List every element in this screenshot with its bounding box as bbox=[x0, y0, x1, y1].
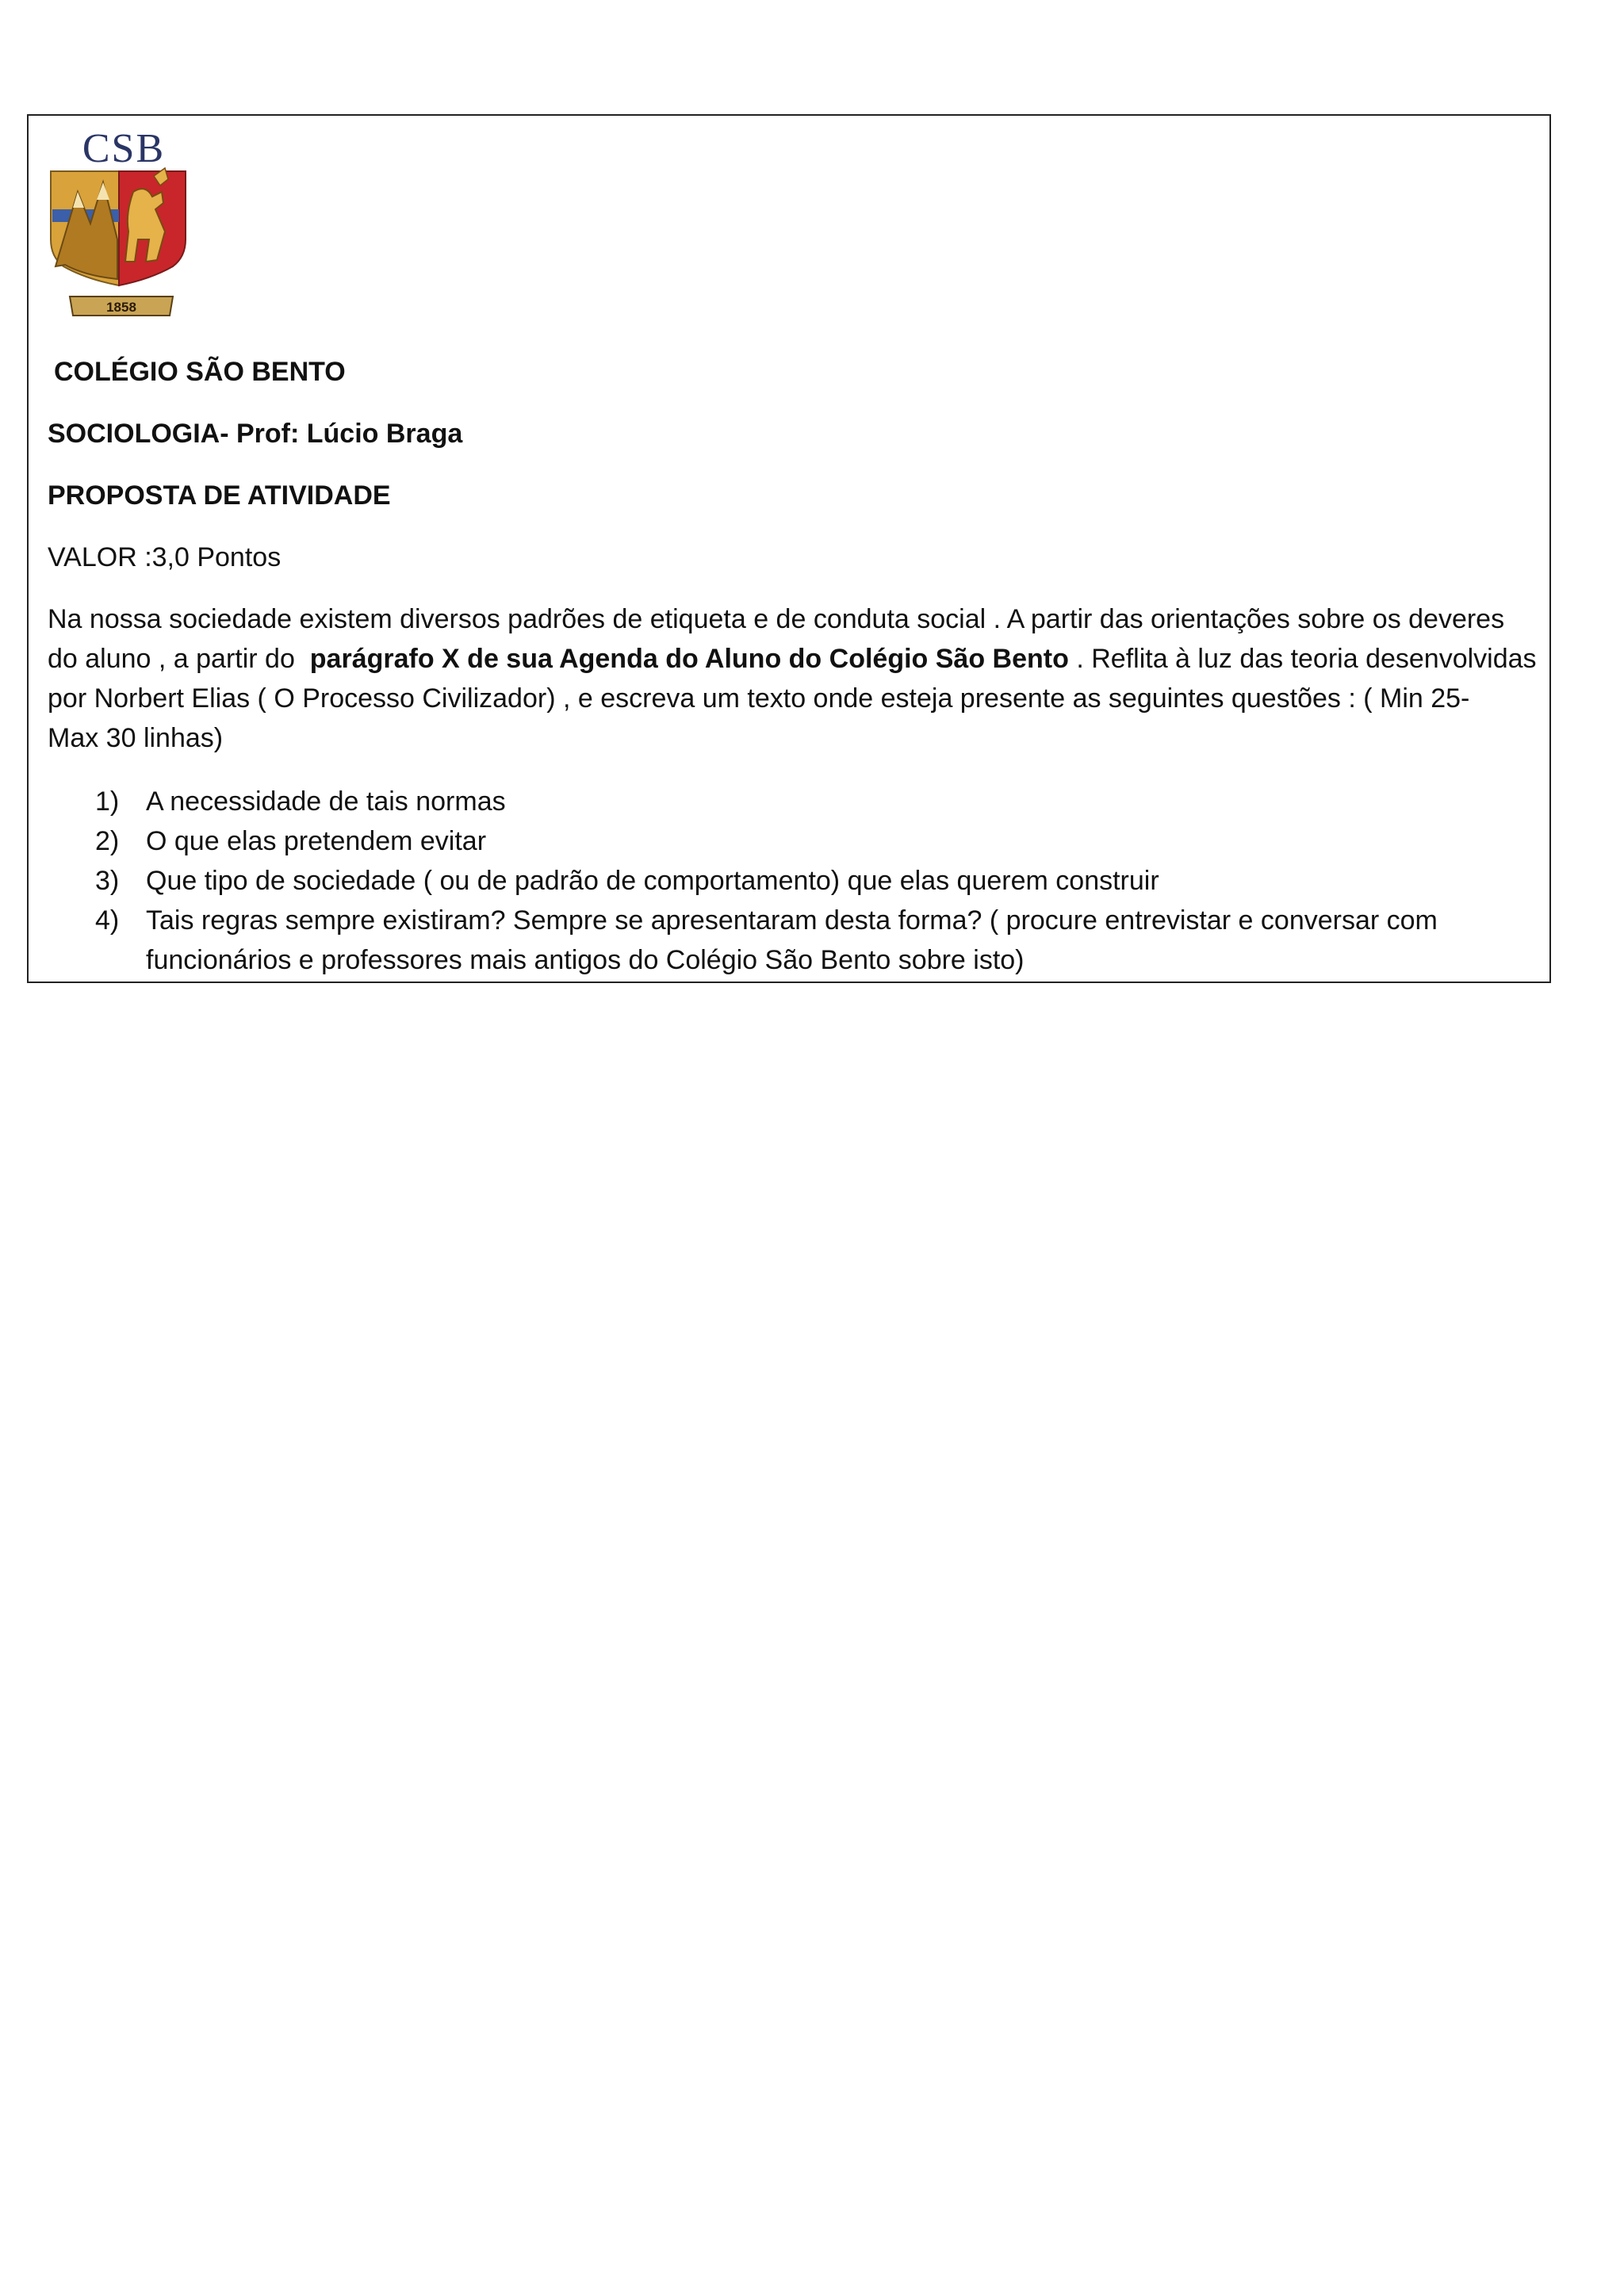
paragraph-line bbox=[48, 718, 1538, 758]
logo-text: CSB bbox=[82, 126, 166, 171]
bold-text: parágrafo X de sua Agenda do Aluno do Colégio São Bento bbox=[309, 644, 1069, 674]
school-logo bbox=[46, 121, 197, 327]
school-name: COLÉGIO SÃO BENTO bbox=[54, 357, 346, 387]
question-item bbox=[95, 782, 1522, 821]
paragraph-text: . Reflita à luz das teoria desenvolvidas bbox=[1068, 644, 1537, 674]
paragraph-line bbox=[48, 599, 1538, 639]
subject-line: SOCIOLOGIA- Prof: Lúcio Braga bbox=[48, 419, 463, 449]
paragraph-text: Max 30 linhas) bbox=[48, 723, 224, 753]
question-number: 2) bbox=[95, 826, 120, 856]
question-item bbox=[95, 861, 1522, 901]
paragraph-line bbox=[48, 639, 1538, 679]
question-text: Que tipo de sociedade ( ou de padrão de comportamento) que elas querem construir bbox=[146, 866, 1159, 896]
logo-year: 1858 bbox=[106, 300, 136, 315]
paragraph-line bbox=[48, 679, 1538, 718]
question-item bbox=[95, 901, 1522, 980]
paragraph-text: do aluno , a partir do bbox=[48, 644, 310, 674]
question-item bbox=[95, 821, 1522, 861]
value-line: VALOR :3,0 Pontos bbox=[48, 542, 282, 572]
crest-icon bbox=[46, 121, 197, 327]
paragraph-text: por Norbert Elias ( O Processo Civilizador) , e escreva um texto onde esteja presente as seguintes questões : ( Min 25- bbox=[48, 683, 1470, 714]
question-text: Tais regras sempre existiram? Sempre se apresentaram desta forma? ( procure entrevistar e conversar com bbox=[146, 905, 1438, 936]
question-number: 4) bbox=[95, 905, 120, 936]
paragraph-text: Na nossa sociedade existem diversos padrões de etiqueta e de conduta social . A partir das orientações sobre os deveres bbox=[48, 604, 1505, 634]
question-text: funcionários e professores mais antigos do Colégio São Bento sobre isto) bbox=[146, 945, 1025, 975]
instruction-paragraph bbox=[48, 599, 1538, 758]
question-list bbox=[95, 782, 1522, 980]
question-number: 3) bbox=[95, 866, 120, 896]
question-text: O que elas pretendem evitar bbox=[146, 826, 487, 856]
question-text: A necessidade de tais normas bbox=[146, 786, 506, 817]
activity-title: PROPOSTA DE ATIVIDADE bbox=[48, 480, 391, 511]
question-number: 1) bbox=[95, 786, 120, 817]
